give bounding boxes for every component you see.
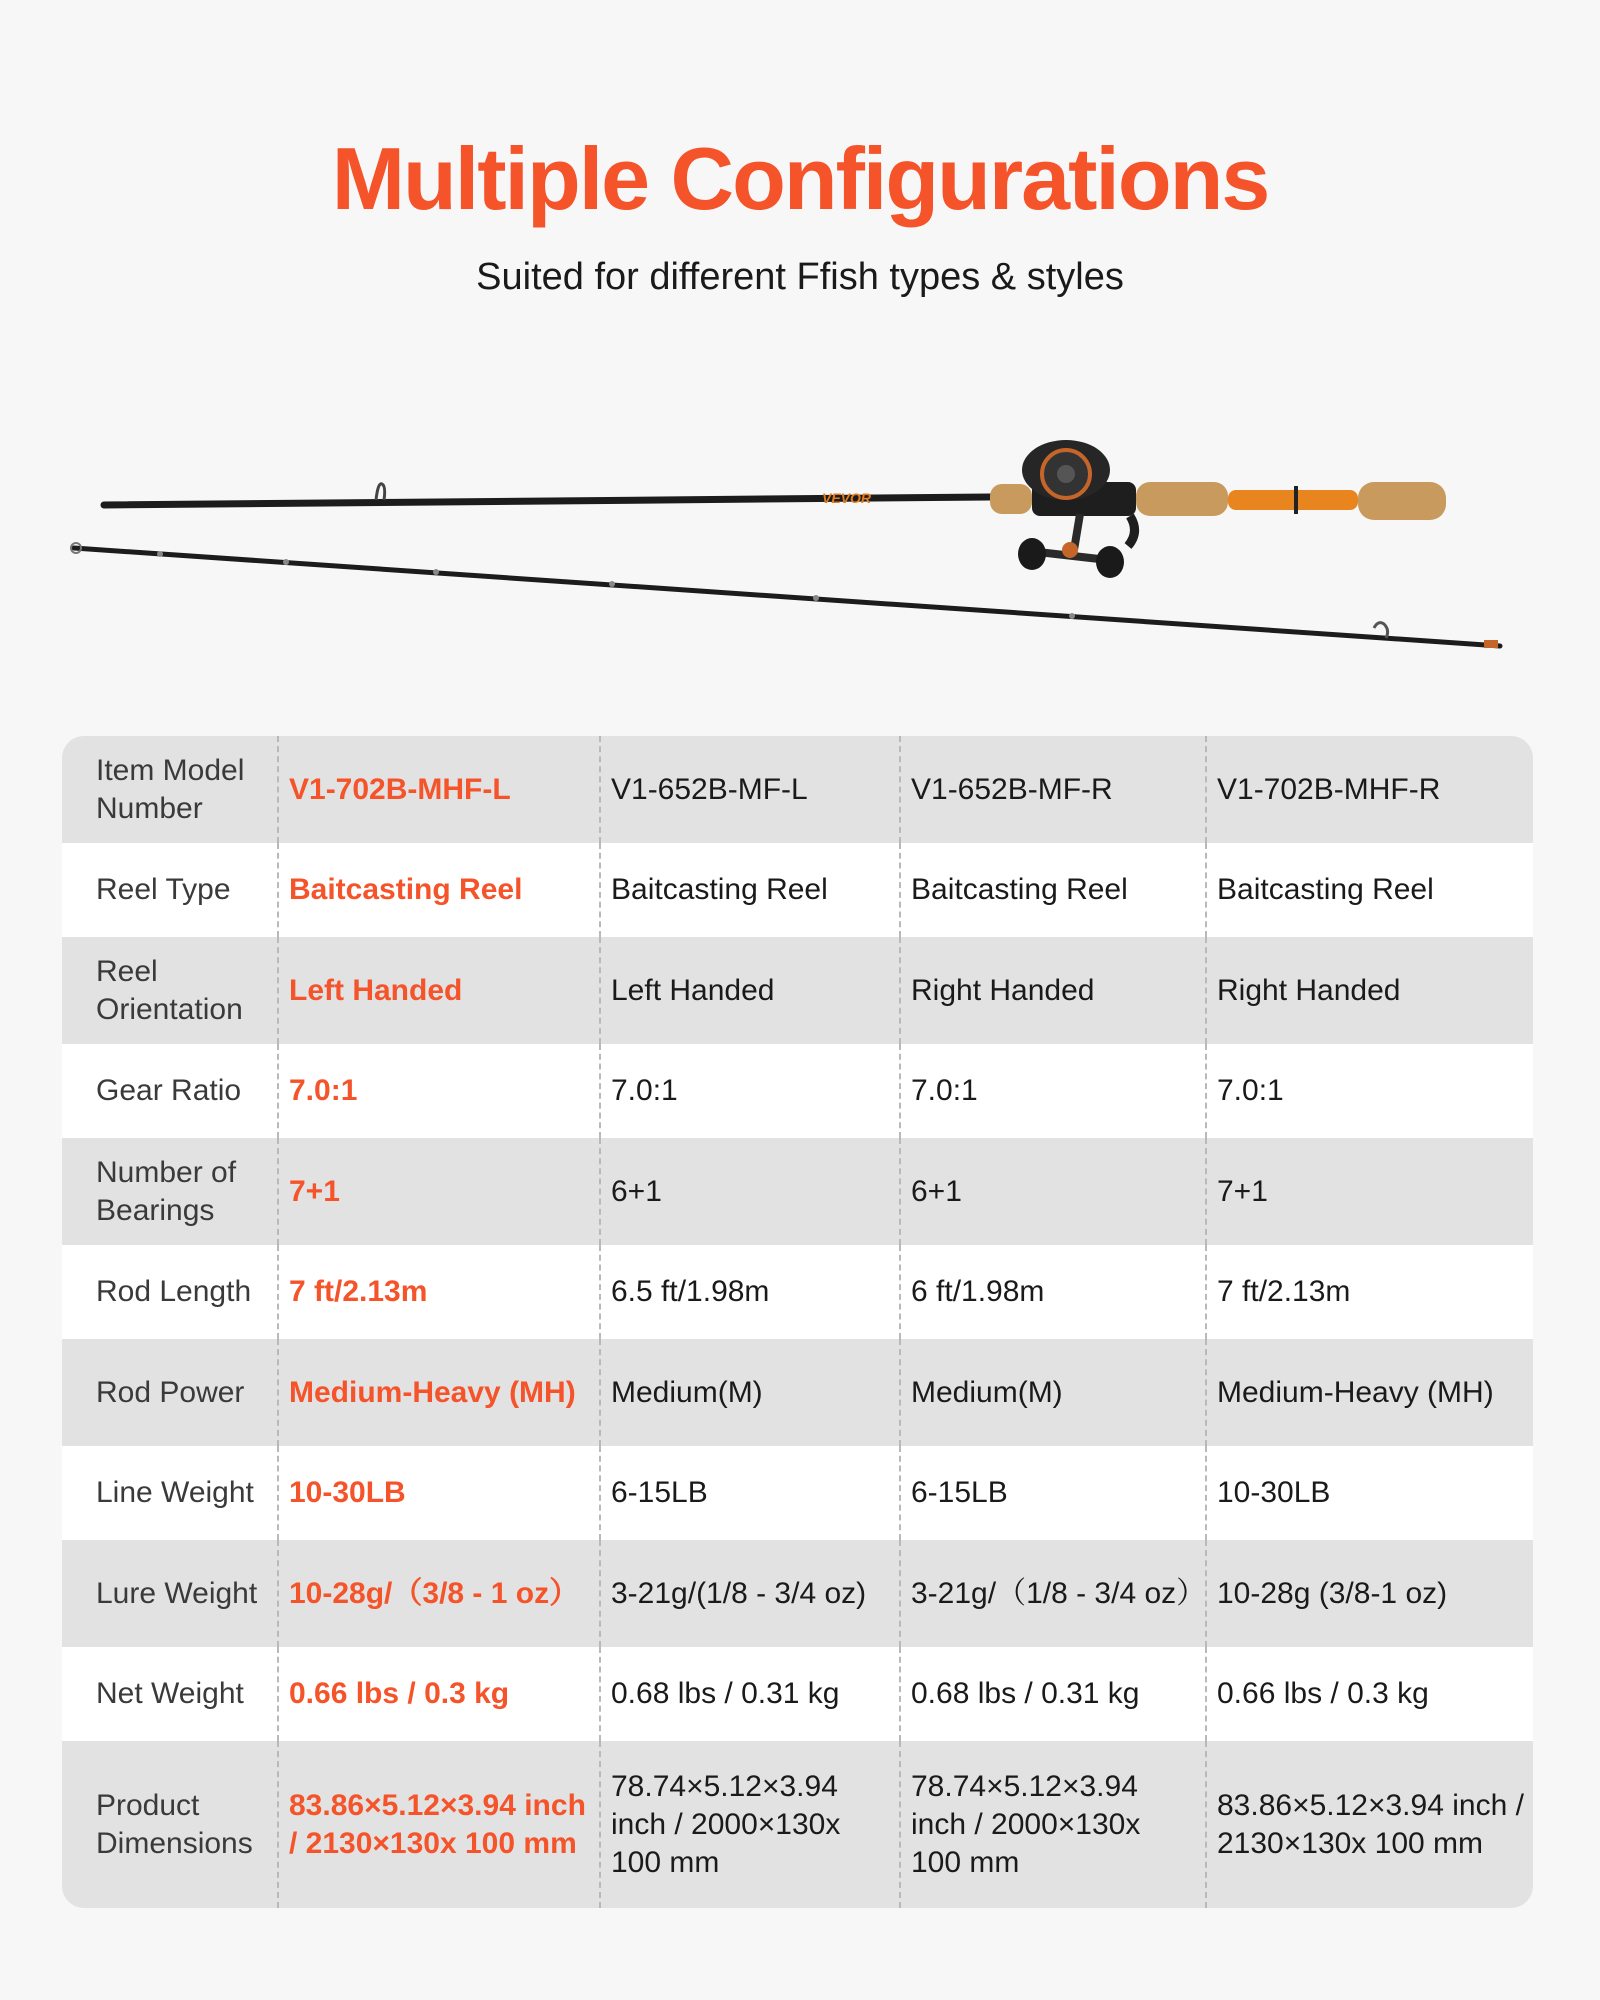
- table-cell: 7+1: [1206, 1138, 1533, 1245]
- fishing-rod-and-reel-image: [60, 420, 1560, 670]
- table-cell: 6 ft/1.98m: [900, 1245, 1206, 1339]
- row-label: Product Dimensions: [62, 1741, 278, 1908]
- row-label: Reel Orientation: [62, 937, 278, 1044]
- table-cell: 83.86×5.12×3.94 inch / 2130×130x 100 mm: [1206, 1741, 1533, 1908]
- table-row: [62, 843, 1533, 937]
- table-row: [62, 1339, 1533, 1446]
- table-cell: 10-30LB: [1206, 1446, 1533, 1540]
- table-cell: 78.74×5.12×3.94 inch / 2000×130x 100 mm: [900, 1741, 1206, 1908]
- table-cell: Left Handed: [278, 937, 600, 1044]
- table-cell: 10-28g/（3/8 - 1 oz）: [278, 1540, 600, 1647]
- table-cell: 6+1: [900, 1138, 1206, 1245]
- row-label: Item Model Number: [62, 736, 278, 843]
- table-cell: 78.74×5.12×3.94 inch / 2000×130x 100 mm: [600, 1741, 900, 1908]
- table-cell: V1-652B-MF-R: [900, 736, 1206, 843]
- table-cell: 7+1: [278, 1138, 600, 1245]
- table-cell: 7 ft/2.13m: [1206, 1245, 1533, 1339]
- table-cell: 6-15LB: [900, 1446, 1206, 1540]
- table-cell: Medium-Heavy (MH): [278, 1339, 600, 1446]
- table-cell: 7.0:1: [1206, 1044, 1533, 1138]
- table-row: [62, 1540, 1533, 1647]
- brand-logo: VEVOR: [822, 490, 872, 506]
- table-row: [62, 1446, 1533, 1540]
- row-label: Rod Power: [62, 1339, 278, 1446]
- table-row: [62, 1044, 1533, 1138]
- table-cell: Right Handed: [1206, 937, 1533, 1044]
- table-cell: Baitcasting Reel: [900, 843, 1206, 937]
- table-cell: 7.0:1: [600, 1044, 900, 1138]
- table-cell: 3-21g/(1/8 - 3/4 oz): [600, 1540, 900, 1647]
- table-cell: 83.86×5.12×3.94 inch / 2130×130x 100 mm: [278, 1741, 600, 1908]
- row-label: Reel Type: [62, 843, 278, 937]
- table-row: [62, 1741, 1533, 1908]
- table-cell: 10-30LB: [278, 1446, 600, 1540]
- table-cell: 6.5 ft/1.98m: [600, 1245, 900, 1339]
- table-cell: Baitcasting Reel: [278, 843, 600, 937]
- row-label: Net Weight: [62, 1647, 278, 1741]
- table-cell: 7.0:1: [278, 1044, 600, 1138]
- table-row: [62, 1245, 1533, 1339]
- table-cell: Right Handed: [900, 937, 1206, 1044]
- table-cell: 3-21g/（1/8 - 3/4 oz）: [900, 1540, 1206, 1647]
- row-label: Gear Ratio: [62, 1044, 278, 1138]
- table-cell: 0.66 lbs / 0.3 kg: [278, 1647, 600, 1741]
- row-label: Number of Bearings: [62, 1138, 278, 1245]
- row-label: Lure Weight: [62, 1540, 278, 1647]
- specs-table: [62, 736, 1533, 1908]
- table-row: [62, 736, 1533, 843]
- table-cell: Medium-Heavy (MH): [1206, 1339, 1533, 1446]
- table-cell: V1-702B-MHF-R: [1206, 736, 1533, 843]
- table-cell: Medium(M): [900, 1339, 1206, 1446]
- table-cell: 7.0:1: [900, 1044, 1206, 1138]
- table-cell: 0.66 lbs / 0.3 kg: [1206, 1647, 1533, 1741]
- table-cell: 0.68 lbs / 0.31 kg: [900, 1647, 1206, 1741]
- table-cell: 0.68 lbs / 0.31 kg: [600, 1647, 900, 1741]
- table-row: [62, 1647, 1533, 1741]
- row-label: Rod Length: [62, 1245, 278, 1339]
- table-cell: 10-28g (3/8-1 oz): [1206, 1540, 1533, 1647]
- table-cell: V1-702B-MHF-L: [278, 736, 600, 843]
- table-row: [62, 1138, 1533, 1245]
- row-label: Line Weight: [62, 1446, 278, 1540]
- table-cell: Left Handed: [600, 937, 900, 1044]
- page-subtitle: Suited for different Ffish types & styles: [476, 256, 1124, 298]
- table-cell: 7 ft/2.13m: [278, 1245, 600, 1339]
- table-cell: 6-15LB: [600, 1446, 900, 1540]
- table-cell: V1-652B-MF-L: [600, 736, 900, 843]
- page-title: Multiple Configurations: [331, 129, 1269, 228]
- table-cell: Baitcasting Reel: [1206, 843, 1533, 937]
- table-cell: 6+1: [600, 1138, 900, 1245]
- table-cell: Baitcasting Reel: [600, 843, 900, 937]
- table-row: [62, 937, 1533, 1044]
- table-cell: Medium(M): [600, 1339, 900, 1446]
